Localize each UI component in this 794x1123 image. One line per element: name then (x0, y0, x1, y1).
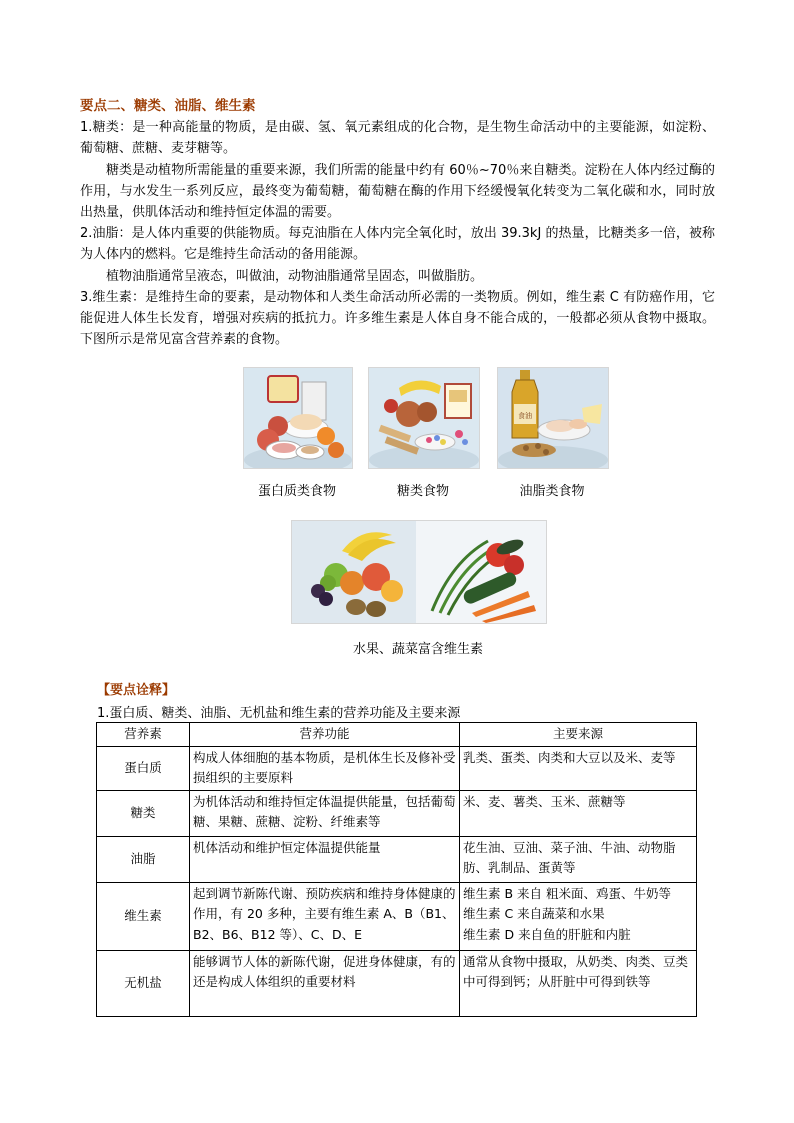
row-name: 无机盐 (97, 950, 190, 1016)
row-name: 糖类 (97, 790, 190, 836)
section-title: 要点二、糖类、油脂、维生素 (80, 98, 256, 114)
oil-food-caption: 油脂类食物 (519, 484, 585, 499)
source-line: 维生素 D 来自鱼的肝脏和内脏 (463, 926, 631, 942)
source-line: 维生素 C 来自蔬菜和水果 (463, 906, 605, 921)
paragraph-sugar-energy: 糖类是动植物所需能量的重要来源，我们所需的能量中约有 60％~70％来自糖类。淀粉在人体内经过酶的作用，与水发生一系列反应，最终变为葡萄糖，葡萄糖在酶的作用下经缓慢氧化转变为二氧化碳和水，同时放出热量，供肌体活动和维持恒定体温的需要。 (80, 162, 715, 221)
header-source: 主要来源 (460, 723, 697, 747)
paragraph-lead: 2. (80, 226, 93, 242)
row-source (460, 882, 697, 950)
paragraph-oil-state: 植物油脂通常呈液态，叫做油，动物油脂通常呈固态，叫做脂肪。 (106, 268, 484, 284)
section-content (80, 96, 715, 350)
row-name: 维生素 (97, 882, 190, 950)
paragraph-text: ：是人体内重要的供能物质。每克油脂在人体内完全氧化时，放出 39.3kJ 的热量，比糖类多一倍，被称为人体内的燃料。它是维持生命活动的备用能源。 (80, 226, 715, 263)
paragraph-lead: 3. (80, 289, 93, 305)
table-row (97, 836, 697, 882)
header-function: 营养功能 (190, 723, 460, 747)
term-oil: 油脂 (92, 226, 119, 242)
term-vitamin: 维生素 (92, 289, 133, 305)
paragraph-lead: 1. (80, 120, 93, 136)
table-row (97, 746, 697, 790)
paragraph-vitamin (80, 287, 715, 351)
row-source: 通常从食物中摄取，从奶类、肉类、豆类中可得到钙；从肝脏中可得到铁等 (460, 950, 697, 1016)
sugar-food-photo (368, 367, 480, 469)
row-function: 能够调节人体的新陈代谢，促进身体健康，有的还是构成人体组织的重要材料 (190, 950, 460, 1016)
source-line: 维生素 B 来自 粗米面、鸡蛋、牛奶等 (463, 885, 671, 901)
table-header-row (97, 723, 697, 747)
header-nutrient: 营养素 (97, 723, 190, 747)
protein-food-photo (243, 367, 353, 469)
row-name: 油脂 (97, 836, 190, 882)
row-source: 米、麦、薯类、玉米、蔗糖等 (460, 790, 697, 836)
row-source: 花生油、豆油、菜子油、牛油、动物脂肪、乳制品、蛋黄等 (460, 836, 697, 882)
table-row (97, 950, 697, 1016)
paragraph-text: ：是维持生命的要素，是动物体和人类生命活动所必需的一类物质。例如，维生素 C 有防癌作用，它能促进人体生长发育，增强对疾病的抵抗力。许多维生素是人体自身不能合成的，一般都必须从食物中摄取。下图所示是常见富含营养素的食物。 (80, 289, 715, 348)
row-name: 蛋白质 (97, 746, 190, 790)
row-function: 机体活动和维护恒定体温提供能量 (190, 836, 460, 882)
row-function: 起到调节新陈代谢、预防疾病和维持身体健康的作用，有 20 多种，主要有维生素 A、B（B1、B2、B6、B12 等）、C、D、E (190, 882, 460, 950)
paragraph-sugar (80, 117, 715, 159)
protein-food-caption: 蛋白质类食物 (257, 484, 336, 499)
term-sugar: 糖类 (92, 120, 120, 136)
sugar-food-caption: 糖类食物 (396, 484, 449, 499)
paragraph-oil (80, 223, 715, 265)
fruit-vegetable-photo (291, 520, 547, 624)
row-function: 为机体活动和维持恒定体温提供能量，包括葡萄糖、果糖、蔗糖、淀粉、纤维素等 (190, 790, 460, 836)
fruit-vegetable-caption: 水果、蔬菜富含维生素 (352, 642, 483, 657)
nutrient-table (96, 722, 697, 1017)
oil-bottle-label: 食油 (518, 412, 532, 420)
oil-food-photo (497, 367, 609, 469)
table-row (97, 790, 697, 836)
table-caption: 1.蛋白质、糖类、油脂、无机盐和维生素的营养功能及主要来源 (97, 706, 461, 721)
row-source: 乳类、蛋类、肉类和大豆以及米、麦等 (460, 746, 697, 790)
paragraph-text: ：是一种高能量的物质，是由碳、氢、氧元素组成的化合物，是生物生命活动中的主要能源，如淀粉、葡萄糖、蔗糖、麦芽糖等。 (80, 120, 715, 157)
notes-title: 【要点诠释】 (97, 683, 176, 698)
table-row (97, 882, 697, 950)
row-function: 构成人体细胞的基本物质，是机体生长及修补受损组织的主要原料 (190, 746, 460, 790)
